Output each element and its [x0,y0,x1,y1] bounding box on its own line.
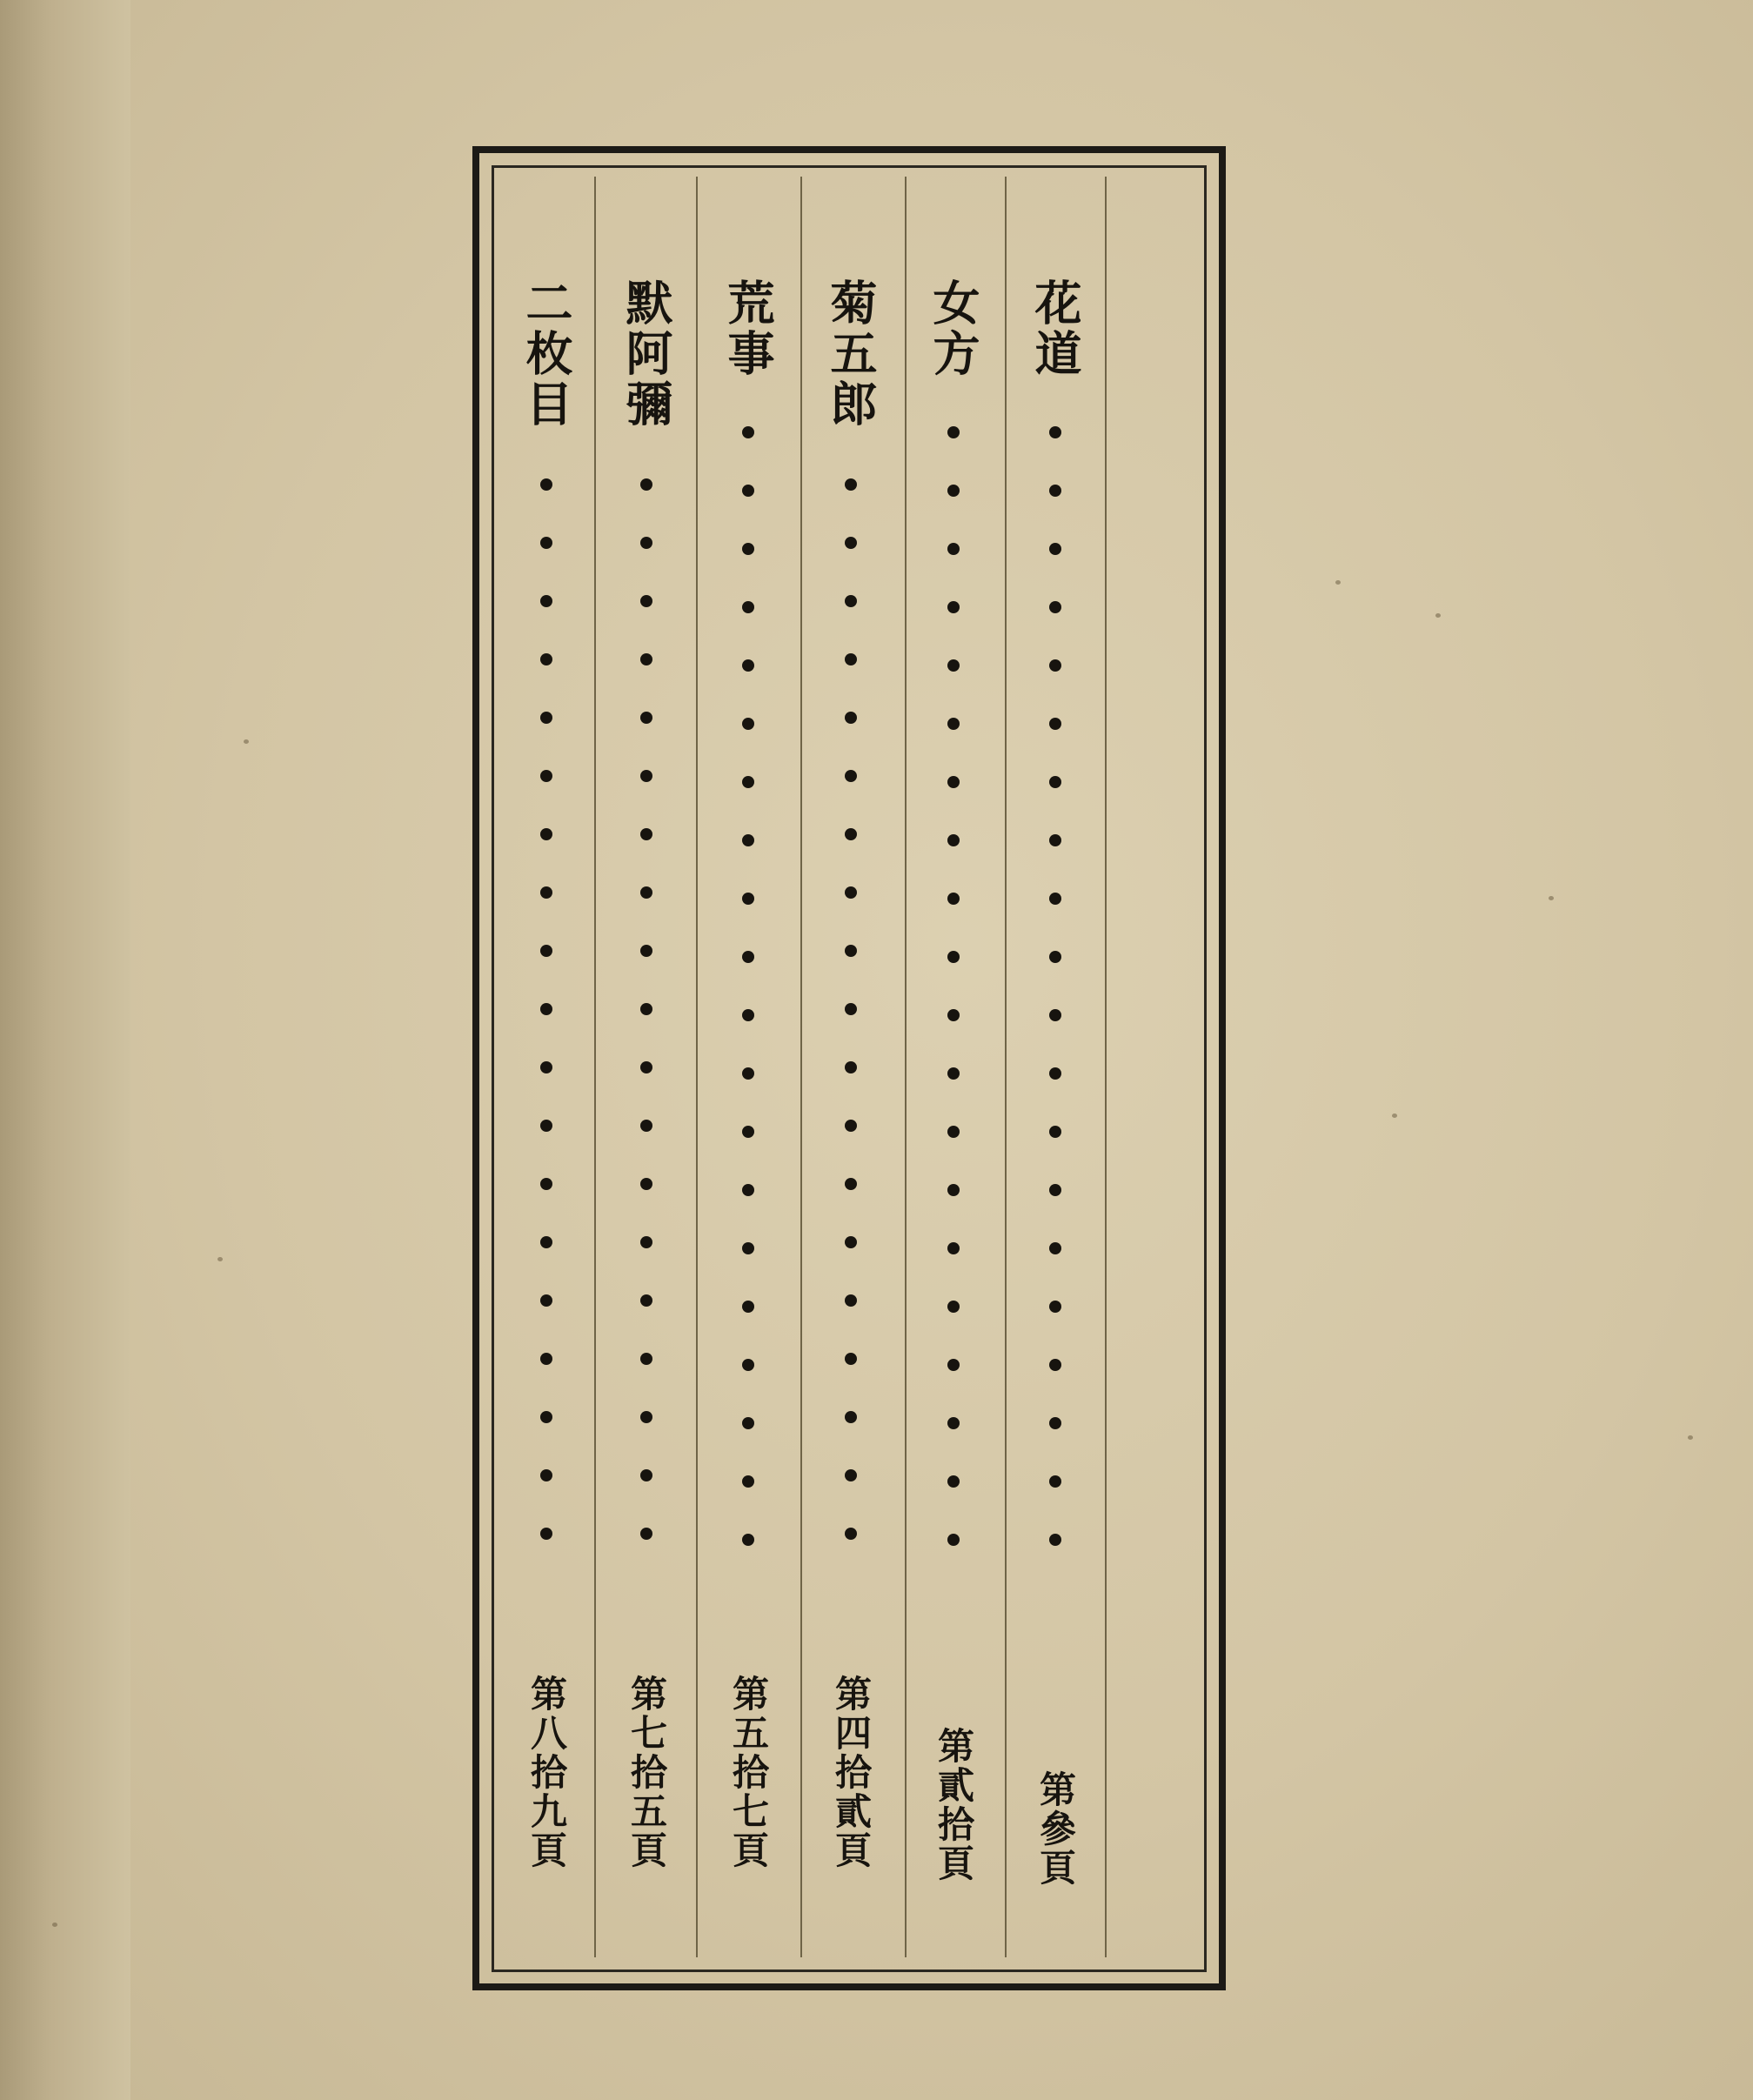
column-rule [1005,177,1007,1957]
paper-speck [52,1923,57,1927]
leader-dot [1049,426,1061,438]
leader-dot [845,712,857,724]
paper-speck [1392,1114,1397,1118]
toc-entry-page: 第七拾五頁 [626,1675,668,1870]
leader-dot [845,1528,857,1540]
leader-dot [1049,951,1061,963]
leader-dot [540,1294,552,1307]
leader-dot [540,828,552,840]
leader-dot [1049,1475,1061,1488]
leader-dot [742,1301,754,1313]
dot-leader [818,478,884,1586]
leader-dot [540,653,552,665]
leader-dot [1049,1534,1061,1546]
leader-dot [742,1184,754,1196]
leader-dot [742,426,754,438]
leader-dot [845,537,857,549]
leader-dot [540,1236,552,1248]
leader-dot [1049,601,1061,613]
toc-entry[interactable] [818,183,884,1940]
paper-speck [1688,1435,1693,1440]
dot-leader [715,426,781,1592]
leader-dot [540,1528,552,1540]
leader-dot [845,1411,857,1423]
leader-dot [947,1475,960,1488]
leader-dot [540,1411,552,1423]
toc-entry-page: 第四拾貳頁 [830,1675,873,1870]
toc-entry-title: 荒事 [720,278,776,379]
leader-dot [640,828,652,840]
toc-entry-page: 第八拾九頁 [525,1675,568,1870]
leader-dot [845,1061,857,1073]
leader-dot [540,770,552,782]
leader-dot [1049,776,1061,788]
leader-dot [742,951,754,963]
column-rule [1105,177,1107,1957]
leader-dot [947,893,960,905]
leader-dot [540,1353,552,1365]
leader-dot [540,1120,552,1132]
column-rule [905,177,907,1957]
column-rule [696,177,698,1957]
leader-dot [540,886,552,899]
leader-dot [640,1120,652,1132]
leader-dot [1049,1067,1061,1080]
leader-dot [640,770,652,782]
leader-dot [845,1294,857,1307]
toc-entry[interactable] [513,183,579,1940]
dot-leader [1022,426,1088,1592]
leader-dot [540,1178,552,1190]
leader-dot [845,828,857,840]
leader-dot [540,712,552,724]
book-spine-shadow [0,0,130,2100]
leader-dot [1049,718,1061,730]
leader-dot [947,1359,960,1371]
leader-dot [540,1061,552,1073]
dot-leader [613,478,679,1586]
leader-dot [845,770,857,782]
leader-dot [742,834,754,846]
paper-speck [1335,580,1341,585]
column-rule [800,177,802,1957]
leader-dot [947,543,960,555]
leader-dot [1049,1417,1061,1429]
leader-dot [1049,893,1061,905]
leader-dot [947,718,960,730]
leader-dot [845,1178,857,1190]
paper-speck [217,1257,223,1261]
leader-dot [845,1236,857,1248]
leader-dot [845,886,857,899]
leader-dot [1049,1184,1061,1196]
leader-dot [1049,1009,1061,1021]
leader-dot [540,945,552,957]
leader-dot [947,834,960,846]
leader-dot [742,659,754,672]
leader-dot [1049,485,1061,497]
leader-dot [947,1184,960,1196]
leader-dot [947,601,960,613]
toc-entry-title: 花道 [1027,278,1083,379]
leader-dot [947,1301,960,1313]
leader-dot [845,1003,857,1015]
leader-dot [742,1009,754,1021]
leader-dot [742,893,754,905]
leader-dot [540,478,552,491]
leader-dot [947,1009,960,1021]
leader-dot [947,485,960,497]
leader-dot [742,776,754,788]
leader-dot [947,1417,960,1429]
leader-dot [742,601,754,613]
leader-dot [540,1469,552,1481]
leader-dot [947,1534,960,1546]
leader-dot [845,595,857,607]
dot-leader [920,426,987,1592]
leader-dot [1049,1242,1061,1254]
paper-speck [1549,896,1554,900]
leader-dot [947,776,960,788]
leader-dot [742,1242,754,1254]
leader-dot [742,1359,754,1371]
leader-dot [947,1242,960,1254]
leader-dot [742,1475,754,1488]
leader-dot [947,1067,960,1080]
leader-dot [540,537,552,549]
leader-dot [640,653,652,665]
leader-dot [640,1236,652,1248]
toc-entry-title: 二枚目 [519,278,574,430]
leader-dot [947,1126,960,1138]
leader-dot [1049,834,1061,846]
dot-leader [513,478,579,1586]
toc-entry-page: 第貳拾頁 [933,1727,975,1883]
leader-dot [845,1120,857,1132]
leader-dot [947,951,960,963]
leader-dot [742,1126,754,1138]
toc-entry-page: 第五拾七頁 [727,1675,770,1870]
leader-dot [640,478,652,491]
column-rule [594,177,596,1957]
toc-entry[interactable] [613,183,679,1940]
leader-dot [845,1469,857,1481]
paper-speck [1435,613,1441,618]
leader-dot [640,1294,652,1307]
leader-dot [1049,1359,1061,1371]
toc-entry-page: 第參頁 [1034,1770,1077,1888]
leader-dot [640,945,652,957]
leader-dot [947,426,960,438]
leader-dot [845,945,857,957]
leader-dot [640,712,652,724]
leader-dot [742,543,754,555]
leader-dot [640,595,652,607]
toc-entry[interactable] [715,183,781,1940]
toc-entry-title: 菊五郎 [823,278,879,430]
leader-dot [742,485,754,497]
leader-dot [640,537,652,549]
toc-entry[interactable] [920,183,987,1940]
leader-dot [640,1353,652,1365]
leader-dot [1049,659,1061,672]
leader-dot [640,1528,652,1540]
leader-dot [640,886,652,899]
leader-dot [845,1353,857,1365]
leader-dot [640,1178,652,1190]
leader-dot [742,1067,754,1080]
leader-dot [742,1417,754,1429]
leader-dot [742,718,754,730]
toc-entry-title: 默阿彌 [619,278,674,430]
toc-entry-title: 女方 [926,278,981,379]
leader-dot [540,1003,552,1015]
leader-dot [947,659,960,672]
leader-dot [640,1411,652,1423]
leader-dot [1049,543,1061,555]
leader-dot [1049,1126,1061,1138]
leader-dot [845,653,857,665]
leader-dot [640,1469,652,1481]
leader-dot [640,1003,652,1015]
paper-speck [244,739,249,744]
leader-dot [1049,1301,1061,1313]
leader-dot [640,1061,652,1073]
leader-dot [742,1534,754,1546]
leader-dot [540,595,552,607]
leader-dot [845,478,857,491]
toc-entry[interactable] [1022,183,1088,1940]
